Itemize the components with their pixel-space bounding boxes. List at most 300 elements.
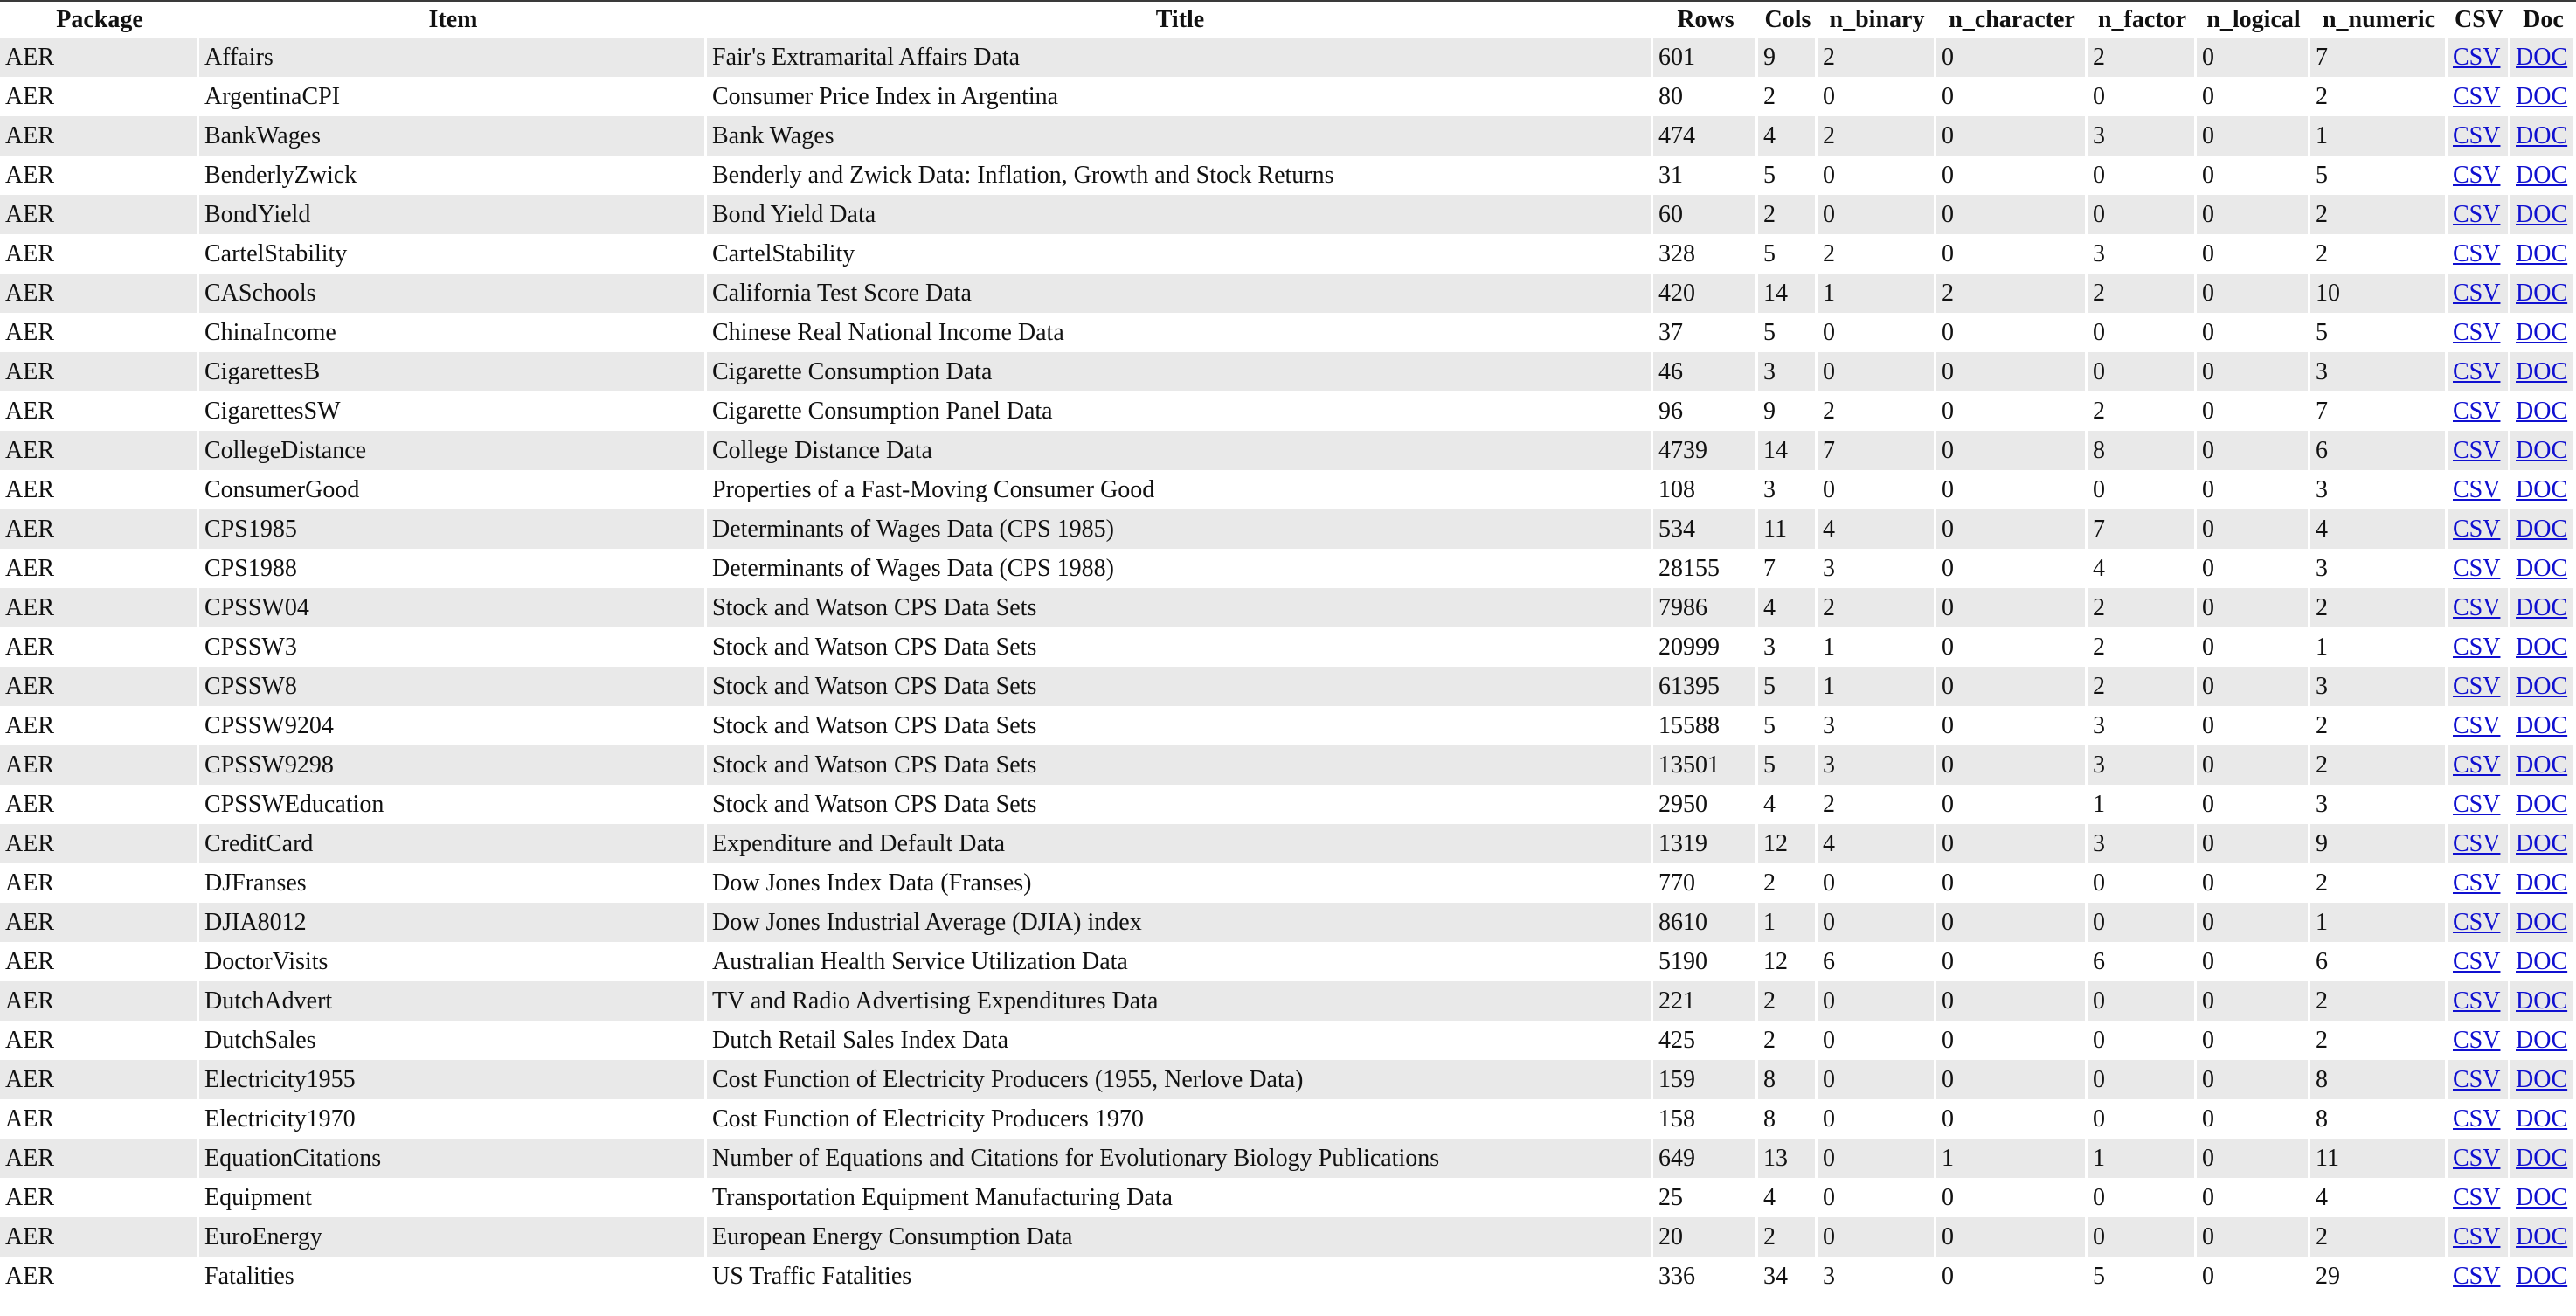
cell-csv: [2448, 1060, 2510, 1099]
cell-n-factor: 0: [2088, 981, 2197, 1021]
cell-n-factor: 2: [2088, 588, 2197, 627]
cell-title: Dow Jones Index Data (Franses): [707, 863, 1653, 903]
cell-n-factor: 6: [2088, 942, 2197, 981]
cell-n-logical: 0: [2197, 863, 2310, 903]
cell-item: CollegeDistance: [199, 431, 707, 470]
header-n-binary: n_binary: [1829, 6, 1925, 33]
csv-link[interactable]: CSV: [2453, 1066, 2501, 1093]
cell-n-binary: 0: [1818, 1217, 1936, 1257]
cell-n-logical: 0: [2197, 824, 2310, 863]
cell-n-numeric: 4: [2310, 509, 2448, 549]
table-body: [0, 38, 2576, 1296]
cell-item: CPSSW8: [199, 667, 707, 706]
cell-n-binary: 0: [1818, 1178, 1936, 1217]
cell-n-factor: 5: [2088, 1257, 2197, 1296]
cell-n-logical: 0: [2197, 1217, 2310, 1257]
cell-n-character: 0: [1936, 1060, 2088, 1099]
cell-n-numeric: 7: [2310, 391, 2448, 431]
cell-rows: 159: [1653, 1060, 1758, 1099]
cell-item: Electricity1970: [199, 1099, 707, 1139]
cell-n-binary: 0: [1818, 903, 1936, 942]
cell-cols: 5: [1758, 313, 1818, 352]
cell-rows: 108: [1653, 470, 1758, 509]
cell-n-numeric: 3: [2310, 667, 2448, 706]
cell-title: Stock and Watson CPS Data Sets: [707, 745, 1653, 785]
cell-item: BenderlyZwick: [199, 156, 707, 195]
cell-csv: [2448, 391, 2510, 431]
cell-doc: [2510, 588, 2576, 627]
table-row: [0, 1217, 2576, 1257]
cell-n-character: 0: [1936, 1021, 2088, 1060]
cell-title: CartelStability: [707, 234, 1653, 274]
cell-n-logical: 0: [2197, 313, 2310, 352]
cell-package: AER: [0, 1139, 199, 1178]
cell-title: Transportation Equipment Manufacturing Data: [707, 1178, 1653, 1217]
csv-link[interactable]: CSV: [2453, 122, 2501, 149]
cell-rows: 425: [1653, 1021, 1758, 1060]
cell-n-numeric: 2: [2310, 588, 2448, 627]
cell-n-factor: 0: [2088, 195, 2197, 234]
cell-n-logical: 0: [2197, 1099, 2310, 1139]
doc-link[interactable]: DOC: [2516, 1184, 2568, 1211]
cell-doc: [2510, 667, 2576, 706]
cell-title: Consumer Price Index in Argentina: [707, 77, 1653, 116]
cell-n-character: 0: [1936, 1099, 2088, 1139]
doc-link[interactable]: DOC: [2516, 909, 2568, 936]
cell-doc: [2510, 1178, 2576, 1217]
cell-n-logical: 0: [2197, 470, 2310, 509]
cell-csv: [2448, 313, 2510, 352]
cell-cols: 5: [1758, 234, 1818, 274]
cell-n-binary: 0: [1818, 156, 1936, 195]
cell-n-character: 0: [1936, 863, 2088, 903]
cell-cols: 14: [1758, 274, 1818, 313]
cell-package: AER: [0, 234, 199, 274]
cell-n-factor: 3: [2088, 116, 2197, 156]
header-n-factor: n_factor: [2097, 6, 2187, 33]
csv-link[interactable]: CSV: [2453, 398, 2501, 425]
cell-title: Determinants of Wages Data (CPS 1988): [707, 549, 1653, 588]
cell-n-numeric: 2: [2310, 1217, 2448, 1257]
cell-rows: 474: [1653, 116, 1758, 156]
cell-n-character: 0: [1936, 942, 2088, 981]
doc-link[interactable]: DOC: [2516, 634, 2568, 661]
table-row: [0, 431, 2576, 470]
table-row: [0, 1178, 2576, 1217]
cell-n-character: 0: [1936, 627, 2088, 667]
cell-cols: 2: [1758, 1217, 1818, 1257]
header-n-numeric: n_numeric: [2322, 6, 2436, 33]
cell-n-character: 2: [1936, 274, 2088, 313]
table-row: [0, 1257, 2576, 1296]
cell-csv: [2448, 588, 2510, 627]
cell-n-numeric: 3: [2310, 352, 2448, 391]
doc-link[interactable]: DOC: [2516, 44, 2568, 71]
csv-link[interactable]: CSV: [2453, 1263, 2501, 1290]
csv-link[interactable]: CSV: [2453, 162, 2501, 189]
csv-link[interactable]: CSV: [2453, 594, 2501, 621]
cell-rows: 60: [1653, 195, 1758, 234]
csv-link[interactable]: CSV: [2453, 1145, 2501, 1172]
cell-n-binary: 1: [1818, 627, 1936, 667]
cell-n-numeric: 8: [2310, 1099, 2448, 1139]
cell-doc: [2510, 745, 2576, 785]
cell-rows: 7986: [1653, 588, 1758, 627]
cell-title: Number of Equations and Citations for Evolutionary Biology Publications: [707, 1139, 1653, 1178]
cell-title: Fair's Extramarital Affairs Data: [707, 38, 1653, 77]
cell-title: California Test Score Data: [707, 274, 1653, 313]
csv-link[interactable]: CSV: [2453, 44, 2501, 71]
doc-link[interactable]: DOC: [2516, 398, 2568, 425]
csv-link[interactable]: CSV: [2453, 752, 2501, 779]
cell-n-character: 0: [1936, 1257, 2088, 1296]
csv-link[interactable]: CSV: [2453, 201, 2501, 228]
doc-link[interactable]: DOC: [2516, 1105, 2568, 1132]
csv-link[interactable]: CSV: [2453, 1105, 2501, 1132]
cell-rows: 15588: [1653, 706, 1758, 745]
csv-link[interactable]: CSV: [2453, 987, 2501, 1015]
cell-n-binary: 4: [1818, 509, 1936, 549]
cell-item: CreditCard: [199, 824, 707, 863]
cell-n-character: 0: [1936, 431, 2088, 470]
cell-csv: [2448, 156, 2510, 195]
cell-n-binary: 2: [1818, 391, 1936, 431]
header-rows: Rows: [1677, 6, 1735, 33]
cell-n-numeric: 2: [2310, 1021, 2448, 1060]
cell-cols: 4: [1758, 116, 1818, 156]
cell-n-logical: 0: [2197, 38, 2310, 77]
cell-package: AER: [0, 627, 199, 667]
doc-link[interactable]: DOC: [2516, 1223, 2568, 1250]
cell-item: Electricity1955: [199, 1060, 707, 1099]
doc-link[interactable]: DOC: [2516, 1027, 2568, 1054]
cell-cols: 2: [1758, 1021, 1818, 1060]
cell-package: AER: [0, 1257, 199, 1296]
csv-link[interactable]: CSV: [2453, 1223, 2501, 1250]
table-row: [0, 1099, 2576, 1139]
cell-n-logical: 0: [2197, 942, 2310, 981]
cell-csv: [2448, 824, 2510, 863]
csv-link[interactable]: CSV: [2453, 712, 2501, 739]
cell-n-factor: 0: [2088, 1021, 2197, 1060]
cell-n-binary: 2: [1818, 588, 1936, 627]
cell-title: Cost Function of Electricity Producers (1955, Nerlove Data): [707, 1060, 1653, 1099]
cell-rows: 420: [1653, 274, 1758, 313]
cell-title: European Energy Consumption Data: [707, 1217, 1653, 1257]
doc-link[interactable]: DOC: [2516, 437, 2568, 464]
cell-n-logical: 0: [2197, 156, 2310, 195]
cell-n-factor: 2: [2088, 38, 2197, 77]
cell-doc: [2510, 470, 2576, 509]
cell-csv: [2448, 981, 2510, 1021]
cell-title: Stock and Watson CPS Data Sets: [707, 627, 1653, 667]
cell-package: AER: [0, 745, 199, 785]
cell-n-binary: 0: [1818, 1139, 1936, 1178]
cell-n-binary: 3: [1818, 745, 1936, 785]
csv-link[interactable]: CSV: [2453, 280, 2501, 307]
cell-n-logical: 0: [2197, 352, 2310, 391]
cell-doc: [2510, 1257, 2576, 1296]
csv-link[interactable]: CSV: [2453, 673, 2501, 700]
cell-n-numeric: 2: [2310, 863, 2448, 903]
cell-n-logical: 0: [2197, 195, 2310, 234]
doc-link[interactable]: DOC: [2516, 555, 2568, 582]
cell-n-numeric: 1: [2310, 116, 2448, 156]
table-row: [0, 77, 2576, 116]
doc-link[interactable]: DOC: [2516, 712, 2568, 739]
cell-n-logical: 0: [2197, 1021, 2310, 1060]
doc-link[interactable]: DOC: [2516, 869, 2568, 897]
cell-item: DutchSales: [199, 1021, 707, 1060]
cell-rows: 328: [1653, 234, 1758, 274]
cell-n-binary: 0: [1818, 352, 1936, 391]
cell-n-factor: 0: [2088, 1060, 2197, 1099]
cell-doc: [2510, 156, 2576, 195]
cell-n-character: 0: [1936, 588, 2088, 627]
csv-link[interactable]: CSV: [2453, 909, 2501, 936]
cell-csv: [2448, 785, 2510, 824]
cell-n-numeric: 29: [2310, 1257, 2448, 1296]
doc-link[interactable]: DOC: [2516, 948, 2568, 975]
datasets-table: [0, 2, 2576, 1296]
cell-n-logical: 0: [2197, 1178, 2310, 1217]
cell-n-factor: 2: [2088, 274, 2197, 313]
csv-link[interactable]: CSV: [2453, 1027, 2501, 1054]
cell-package: AER: [0, 195, 199, 234]
cell-n-character: 0: [1936, 1217, 2088, 1257]
cell-item: ArgentinaCPI: [199, 77, 707, 116]
cell-title: US Traffic Fatalities: [707, 1257, 1653, 1296]
cell-n-factor: 0: [2088, 470, 2197, 509]
cell-n-factor: 0: [2088, 352, 2197, 391]
cell-cols: 5: [1758, 156, 1818, 195]
cell-csv: [2448, 1178, 2510, 1217]
doc-link[interactable]: DOC: [2516, 162, 2568, 189]
cell-n-logical: 0: [2197, 981, 2310, 1021]
cell-doc: [2510, 391, 2576, 431]
cell-item: DutchAdvert: [199, 981, 707, 1021]
doc-link[interactable]: DOC: [2516, 122, 2568, 149]
cell-csv: [2448, 352, 2510, 391]
table-row: [0, 549, 2576, 588]
cell-rows: 336: [1653, 1257, 1758, 1296]
doc-link[interactable]: DOC: [2516, 673, 2568, 700]
cell-package: AER: [0, 942, 199, 981]
cell-item: EquationCitations: [199, 1139, 707, 1178]
cell-n-numeric: 2: [2310, 234, 2448, 274]
doc-link[interactable]: DOC: [2516, 358, 2568, 385]
cell-n-character: 0: [1936, 313, 2088, 352]
cell-package: AER: [0, 313, 199, 352]
cell-n-numeric: 11: [2310, 1139, 2448, 1178]
cell-n-factor: 2: [2088, 627, 2197, 667]
cell-package: AER: [0, 1060, 199, 1099]
cell-doc: [2510, 1021, 2576, 1060]
table-row: [0, 1139, 2576, 1178]
cell-n-binary: 0: [1818, 1021, 1936, 1060]
cell-package: AER: [0, 274, 199, 313]
cell-n-factor: 0: [2088, 1099, 2197, 1139]
cell-title: Properties of a Fast-Moving Consumer Good: [707, 470, 1653, 509]
cell-package: AER: [0, 38, 199, 77]
cell-rows: 20: [1653, 1217, 1758, 1257]
cell-package: AER: [0, 1099, 199, 1139]
header-n-logical: n_logical: [2206, 6, 2301, 33]
table-row: [0, 942, 2576, 981]
cell-csv: [2448, 1139, 2510, 1178]
cell-n-character: 1: [1936, 1139, 2088, 1178]
cell-n-character: 0: [1936, 903, 2088, 942]
cell-package: AER: [0, 863, 199, 903]
cell-cols: 2: [1758, 195, 1818, 234]
cell-rows: 649: [1653, 1139, 1758, 1178]
cell-doc: [2510, 863, 2576, 903]
cell-package: AER: [0, 352, 199, 391]
cell-doc: [2510, 1139, 2576, 1178]
table-row: [0, 863, 2576, 903]
csv-link[interactable]: CSV: [2453, 476, 2501, 503]
cell-n-binary: 4: [1818, 824, 1936, 863]
cell-n-factor: 3: [2088, 706, 2197, 745]
cell-n-factor: 0: [2088, 77, 2197, 116]
cell-n-logical: 0: [2197, 745, 2310, 785]
cell-n-factor: 8: [2088, 431, 2197, 470]
cell-doc: [2510, 627, 2576, 667]
csv-link[interactable]: CSV: [2453, 948, 2501, 975]
cell-rows: 37: [1653, 313, 1758, 352]
cell-n-logical: 0: [2197, 785, 2310, 824]
cell-csv: [2448, 116, 2510, 156]
cell-title: Bond Yield Data: [707, 195, 1653, 234]
table-row: [0, 509, 2576, 549]
cell-title: Benderly and Zwick Data: Inflation, Growth and Stock Returns: [707, 156, 1653, 195]
cell-n-logical: 0: [2197, 1060, 2310, 1099]
cell-package: AER: [0, 470, 199, 509]
csv-link[interactable]: CSV: [2453, 634, 2501, 661]
doc-link[interactable]: DOC: [2516, 476, 2568, 503]
cell-rows: 770: [1653, 863, 1758, 903]
cell-item: ConsumerGood: [199, 470, 707, 509]
cell-doc: [2510, 77, 2576, 116]
cell-n-numeric: 5: [2310, 313, 2448, 352]
csv-link[interactable]: CSV: [2453, 516, 2501, 543]
doc-link[interactable]: DOC: [2516, 1066, 2568, 1093]
cell-n-binary: 3: [1818, 549, 1936, 588]
doc-link[interactable]: DOC: [2516, 594, 2568, 621]
doc-link[interactable]: DOC: [2516, 83, 2568, 110]
cell-n-binary: 0: [1818, 1099, 1936, 1139]
doc-link[interactable]: DOC: [2516, 201, 2568, 228]
cell-doc: [2510, 706, 2576, 745]
csv-link[interactable]: CSV: [2453, 240, 2501, 267]
cell-n-logical: 0: [2197, 431, 2310, 470]
cell-csv: [2448, 745, 2510, 785]
cell-csv: [2448, 1257, 2510, 1296]
doc-link[interactable]: DOC: [2516, 1145, 2568, 1172]
table-row: [0, 824, 2576, 863]
cell-n-numeric: 2: [2310, 195, 2448, 234]
cell-n-numeric: 2: [2310, 981, 2448, 1021]
csv-link[interactable]: CSV: [2453, 319, 2501, 346]
doc-link[interactable]: DOC: [2516, 752, 2568, 779]
csv-link[interactable]: CSV: [2453, 791, 2501, 818]
csv-link[interactable]: CSV: [2453, 83, 2501, 110]
cell-item: DJFranses: [199, 863, 707, 903]
cell-doc: [2510, 38, 2576, 77]
cell-n-character: 0: [1936, 509, 2088, 549]
cell-rows: 28155: [1653, 549, 1758, 588]
table-row: [0, 981, 2576, 1021]
cell-doc: [2510, 313, 2576, 352]
cell-n-factor: 3: [2088, 234, 2197, 274]
cell-doc: [2510, 274, 2576, 313]
cell-n-factor: 0: [2088, 156, 2197, 195]
cell-n-binary: 0: [1818, 77, 1936, 116]
cell-doc: [2510, 1217, 2576, 1257]
cell-n-character: 0: [1936, 706, 2088, 745]
cell-n-factor: 0: [2088, 863, 2197, 903]
cell-item: CPSSW3: [199, 627, 707, 667]
csv-link[interactable]: CSV: [2453, 869, 2501, 897]
cell-csv: [2448, 1021, 2510, 1060]
doc-link[interactable]: DOC: [2516, 791, 2568, 818]
header-package: Package: [56, 6, 143, 33]
cell-n-factor: 2: [2088, 667, 2197, 706]
cell-n-character: 0: [1936, 745, 2088, 785]
csv-link[interactable]: CSV: [2453, 437, 2501, 464]
csv-link[interactable]: CSV: [2453, 358, 2501, 385]
cell-csv: [2448, 1099, 2510, 1139]
csv-link[interactable]: CSV: [2453, 830, 2501, 857]
header-doc: Doc: [2523, 6, 2564, 33]
cell-title: Stock and Watson CPS Data Sets: [707, 667, 1653, 706]
cell-n-logical: 0: [2197, 116, 2310, 156]
cell-package: AER: [0, 509, 199, 549]
cell-doc: [2510, 509, 2576, 549]
cell-doc: [2510, 1060, 2576, 1099]
doc-link[interactable]: DOC: [2516, 987, 2568, 1015]
csv-link[interactable]: CSV: [2453, 1184, 2501, 1211]
table-row: [0, 391, 2576, 431]
cell-n-character: 0: [1936, 785, 2088, 824]
doc-link[interactable]: DOC: [2516, 319, 2568, 346]
doc-link[interactable]: DOC: [2516, 516, 2568, 543]
cell-csv: [2448, 549, 2510, 588]
cell-rows: 20999: [1653, 627, 1758, 667]
doc-link[interactable]: DOC: [2516, 240, 2568, 267]
doc-link[interactable]: DOC: [2516, 830, 2568, 857]
cell-n-logical: 0: [2197, 509, 2310, 549]
cell-n-binary: 2: [1818, 234, 1936, 274]
cell-title: Cost Function of Electricity Producers 1970: [707, 1099, 1653, 1139]
cell-title: Stock and Watson CPS Data Sets: [707, 706, 1653, 745]
cell-title: Dow Jones Industrial Average (DJIA) index: [707, 903, 1653, 942]
doc-link[interactable]: DOC: [2516, 280, 2568, 307]
cell-title: Stock and Watson CPS Data Sets: [707, 785, 1653, 824]
cell-n-numeric: 3: [2310, 549, 2448, 588]
csv-link[interactable]: CSV: [2453, 555, 2501, 582]
cell-item: ChinaIncome: [199, 313, 707, 352]
cell-n-logical: 0: [2197, 667, 2310, 706]
cell-item: CigarettesB: [199, 352, 707, 391]
cell-n-character: 0: [1936, 195, 2088, 234]
cell-item: Equipment: [199, 1178, 707, 1217]
doc-link[interactable]: DOC: [2516, 1263, 2568, 1290]
table-row: [0, 274, 2576, 313]
cell-rows: 158: [1653, 1099, 1758, 1139]
table-row: [0, 470, 2576, 509]
table-row: [0, 38, 2576, 77]
